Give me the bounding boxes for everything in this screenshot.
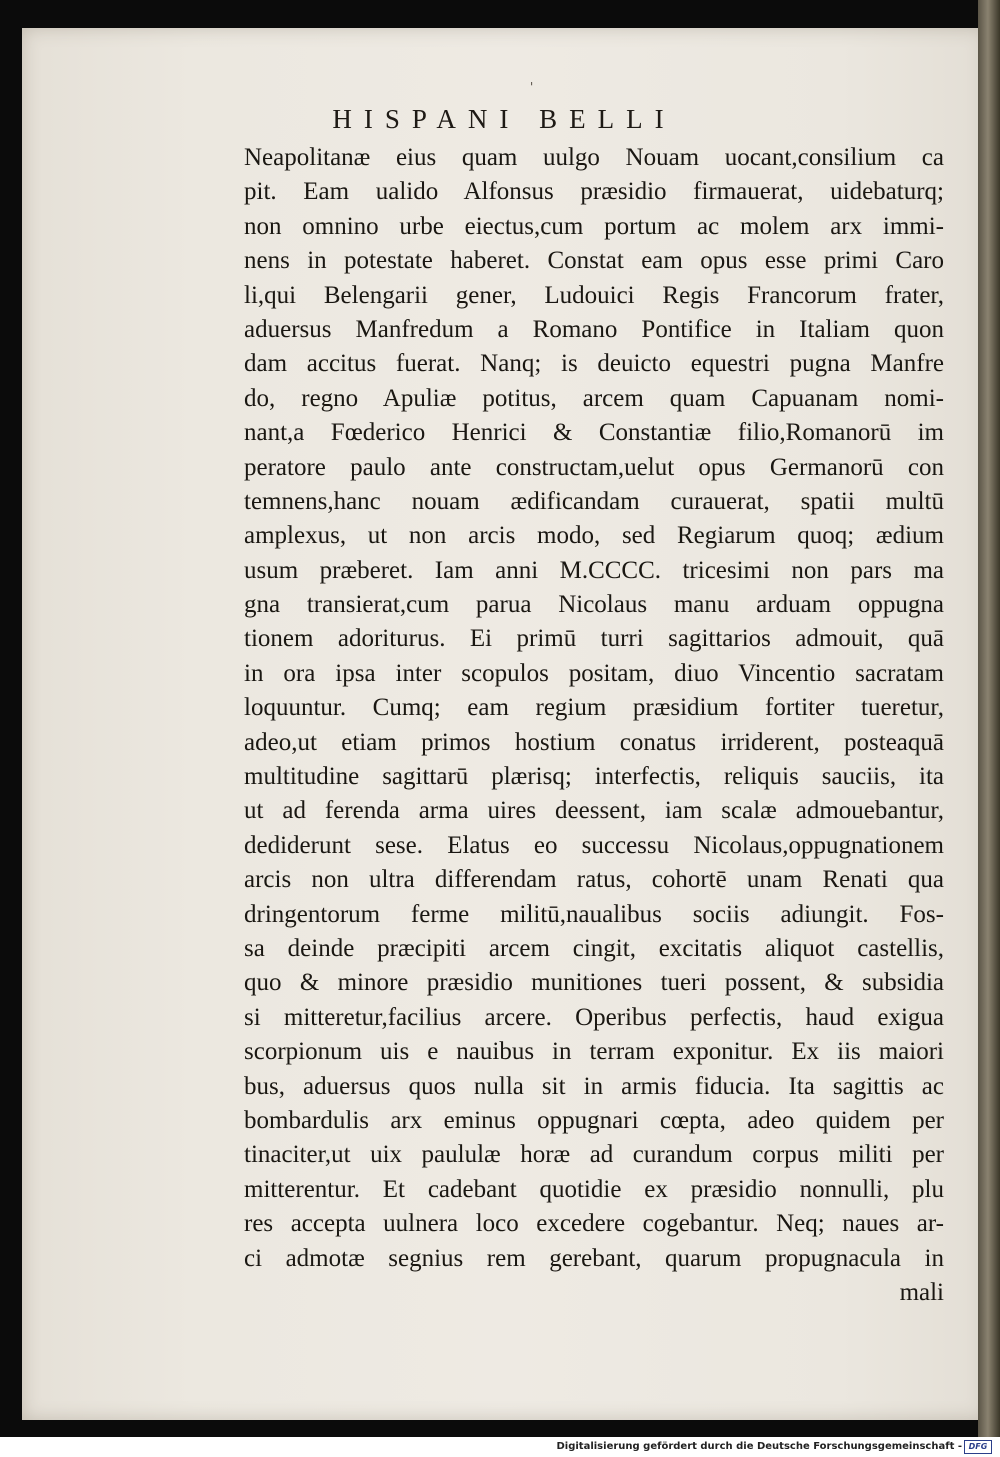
text-line: arcis non ultra differendam ratus, cohortē unam Renati qua [244,866,944,894]
text-line: tionem adoriturus. Ei primū turri sagittarios admouit, quā [244,625,944,653]
text-line: tinaciter,ut uix paululæ horæ ad curandum corpus militi per [244,1141,944,1169]
text-line: li,qui Belengarii gener, Ludouici Regis Francorum frater, [244,281,944,309]
book-page [22,28,986,1420]
text-line: Neapolitanæ eius quam uulgo Nouam uocant,consilium ca [244,144,944,171]
digitization-credit: Digitalisierung gefördert durch die Deutsche Forschungsgemeinschaft - [556,1441,962,1452]
body-text [244,141,944,1310]
text-line: bus, aduersus quos nulla sit in armis fiducia. Ita sagittis ac [244,1072,944,1100]
text-line: adeo,ut etiam primos hostium conatus irriderent, posteaquā [244,728,944,756]
text-line: peratore paulo ante constructam,uelut opus Germanorū con [244,453,944,481]
text-line: scorpionum uis e nauibus in terram exponitur. Ex iis maiori [244,1038,944,1066]
text-line: si mitteretur,facilius arcere. Operibus perfectis, haud exigua [244,1003,944,1031]
dfg-logo: DFG [964,1440,992,1454]
catchword: mali [899,1278,944,1306]
text-line: sa deinde præcipiti arcem cingit, excitatis aliquot castellis, [244,934,944,962]
text-line: dediderunt sese. Elatus eo successu Nicolaus,oppugnationem [244,831,944,859]
text-line: in ora ipsa inter scopulos positam, diuo Vincentio sacratam [244,659,944,687]
running-head: HISPANI BELLI [332,104,676,134]
text-line: nant,a Fœderico Henrici & Constantiæ filio,Romanorū im [244,419,944,447]
text-line: ci admotæ segnius rem gerebant, quarum propugnacula in [244,1244,944,1272]
text-line: do, regno Apuliæ potitus, arcem quam Capuanam nomi- [244,384,944,412]
text-line: res accepta uulnera loco excedere cogebantur. Neq; naues ar- [244,1210,944,1238]
page-edge [978,0,1000,1437]
signature-mark: ' [530,80,534,94]
text-line: dam accitus fuerat. Nanq; is deuicto equestri pugna Manfre [244,350,944,378]
text-line: dringentorum ferme militū,naualibus sociis adiungit. Fos- [244,900,944,928]
text-line: amplexus, ut non arcis modo, sed Regiarum quoq; ædium [244,522,944,550]
text-line: quo & minore præsidio munitiones tueri possent, & subsidia [244,969,944,997]
text-line: loquuntur. Cumq; eam regium præsidium fortiter tueretur, [244,694,944,722]
text-line: multitudine sagittarū plærisq; interfectis, reliquis sauciis, ita [244,763,944,791]
text-line: non omnino urbe eiectus,cum portum ac molem arx immi- [244,212,944,240]
text-line: temnens,hanc nouam ædificandam curauerat, spatii multū [244,487,944,515]
text-line: aduersus Manfredum a Romano Pontifice in Italiam quon [244,315,944,343]
text-line: ut ad ferenda arma uires deessent, iam scalæ admouebantur, [244,797,944,825]
text-line: nens in potestate haberet. Constat eam opus esse primi Caro [244,247,944,275]
text-line: gna transierat,cum parua Nicolaus manu arduam oppugna [244,591,944,619]
text-line: mitterentur. Et cadebant quotidie ex præsidio nonnulli, plu [244,1175,944,1203]
text-line: bombardulis arx eminus oppugnari cœpta, adeo quidem per [244,1106,944,1134]
text-line: usum præberet. Iam anni M.CCCC. tricesimi non pars ma [244,556,944,584]
text-line: pit. Eam ualido Alfonsus præsidio firmauerat, uidebaturq; [244,178,944,206]
